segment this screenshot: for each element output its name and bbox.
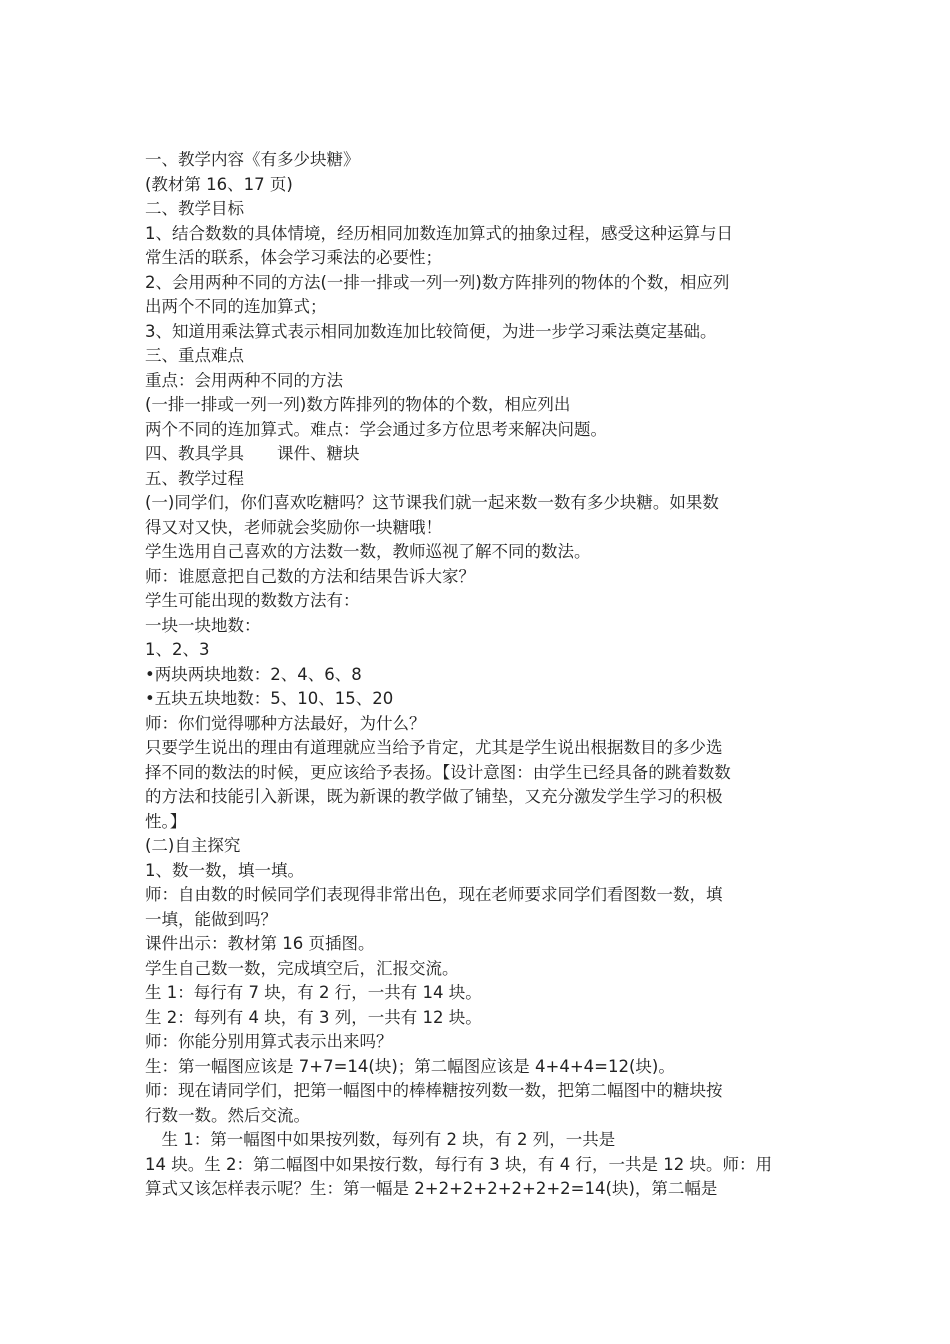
text-line: 2、会用两种不同的方法(一排一排或一列一列)数方阵排列的物体的个数，相应列: [145, 272, 730, 292]
text-line: 出两个不同的连加算式；: [145, 297, 327, 316]
text-line: 算式又该怎样表示呢？生：第一幅是 2+2+2+2+2+2+2=14(块)，第二幅是: [145, 1179, 718, 1198]
text-line: 师：你们觉得哪种方法最好，为什么？: [145, 713, 426, 733]
section-heading-content: 一、教学内容《有多少块糖》: [145, 150, 360, 169]
text-line: 师：谁愿意把自己数的方法和结果告诉大家？: [145, 566, 475, 586]
text-line: 一填，能做到吗？: [145, 909, 277, 929]
text-line: 得又对又快，老师就会奖励你一块糖哦！: [145, 517, 442, 537]
text-line: 学生自己数一数，完成填空后，汇报交流。: [145, 958, 459, 978]
text-line: 生 2：每列有 4 块，有 3 列，一共有 12 块。: [145, 1007, 482, 1027]
text-line: 1、结合数数的具体情境，经历相同加数连加算式的抽象过程，感受这种运算与日: [145, 223, 733, 243]
text-line: 师：现在请同学们，把第一幅图中的棒棒糖按列数一数，把第二幅图中的糖块按: [145, 1081, 723, 1100]
text-line: 性。】: [145, 811, 187, 831]
text-line: 择不同的数法的时候，更应该给予表扬。【设计意图：由学生已经具备的跳着数数: [145, 762, 731, 782]
section-heading-materials: 四、教具学具 课件、糖块: [145, 444, 360, 463]
text-line: 生 1：第一幅图中如果按列数，每列有 2 块，有 2 列，一共是: [145, 1130, 616, 1149]
text-line: 生 1：每行有 7 块，有 2 行，一共有 14 块。: [145, 983, 482, 1002]
text-line: 重点：会用两种不同的方法: [145, 370, 343, 390]
section-heading-process: 五、教学过程: [145, 468, 244, 488]
section-heading-goals: 二、教学目标: [145, 199, 244, 218]
text-line: (一排一排或一列一列)数方阵排列的物体的个数，相应列出: [145, 395, 571, 414]
document-body: [145, 148, 813, 1202]
bullet-line: •两块两块地数：2、4、6、8: [145, 664, 362, 684]
text-line: 生：第一幅图应该是 7+7=14(块)；第二幅图应该是 4+4+4=12(块)。: [145, 1056, 675, 1076]
text-line: 1、2、3: [145, 640, 210, 659]
text-line: (一)同学们，你们喜欢吃糖吗？这节课我们就一起来数一数有多少块糖。如果数: [145, 493, 719, 512]
subsection-heading-explore: (二)自主探究: [145, 836, 241, 855]
text-line: 常生活的联系，体会学习乘法的必要性；: [145, 248, 442, 267]
text-line: 学生可能出现的数数方法有：: [145, 591, 360, 610]
text-line: 14 块。生 2：第二幅图中如果按行数，每行有 3 块，有 4 行，一共是 12 块。师：用: [145, 1154, 772, 1174]
text-line: 的方法和技能引入新课，既为新课的教学做了铺垫，又充分激发学生学习的积极: [145, 787, 723, 806]
bullet-line: •五块五块地数：5、10、15、20: [145, 689, 394, 708]
text-line: 3、知道用乘法算式表示相同加数连加比较简便，为进一步学习乘法奠定基础。: [145, 321, 717, 341]
text-line: 学生选用自己喜欢的方法数一数，教师巡视了解不同的数法。: [145, 542, 591, 561]
text-line: 1、数一数，填一填。: [145, 860, 304, 880]
text-line: 课件出示：教材第 16 页插图。: [145, 934, 375, 953]
text-line: 两个不同的连加算式。难点：学会通过多方位思考来解决问题。: [145, 419, 607, 439]
text-line: 只要学生说出的理由有道理就应当给予肯定，尤其是学生说出根据数目的多少选: [145, 738, 723, 757]
text-line: 师：你能分别用算式表示出来吗？: [145, 1032, 393, 1051]
text-line: (教材第 16、17 页): [145, 174, 293, 194]
section-heading-keypoints: 三、重点难点: [145, 346, 244, 365]
text-line: 师：自由数的时候同学们表现得非常出色，现在老师要求同学们看图数一数，填: [145, 885, 723, 904]
text-line: 行数一数。然后交流。: [145, 1105, 310, 1125]
text-line: 一块一块地数：: [145, 615, 261, 635]
